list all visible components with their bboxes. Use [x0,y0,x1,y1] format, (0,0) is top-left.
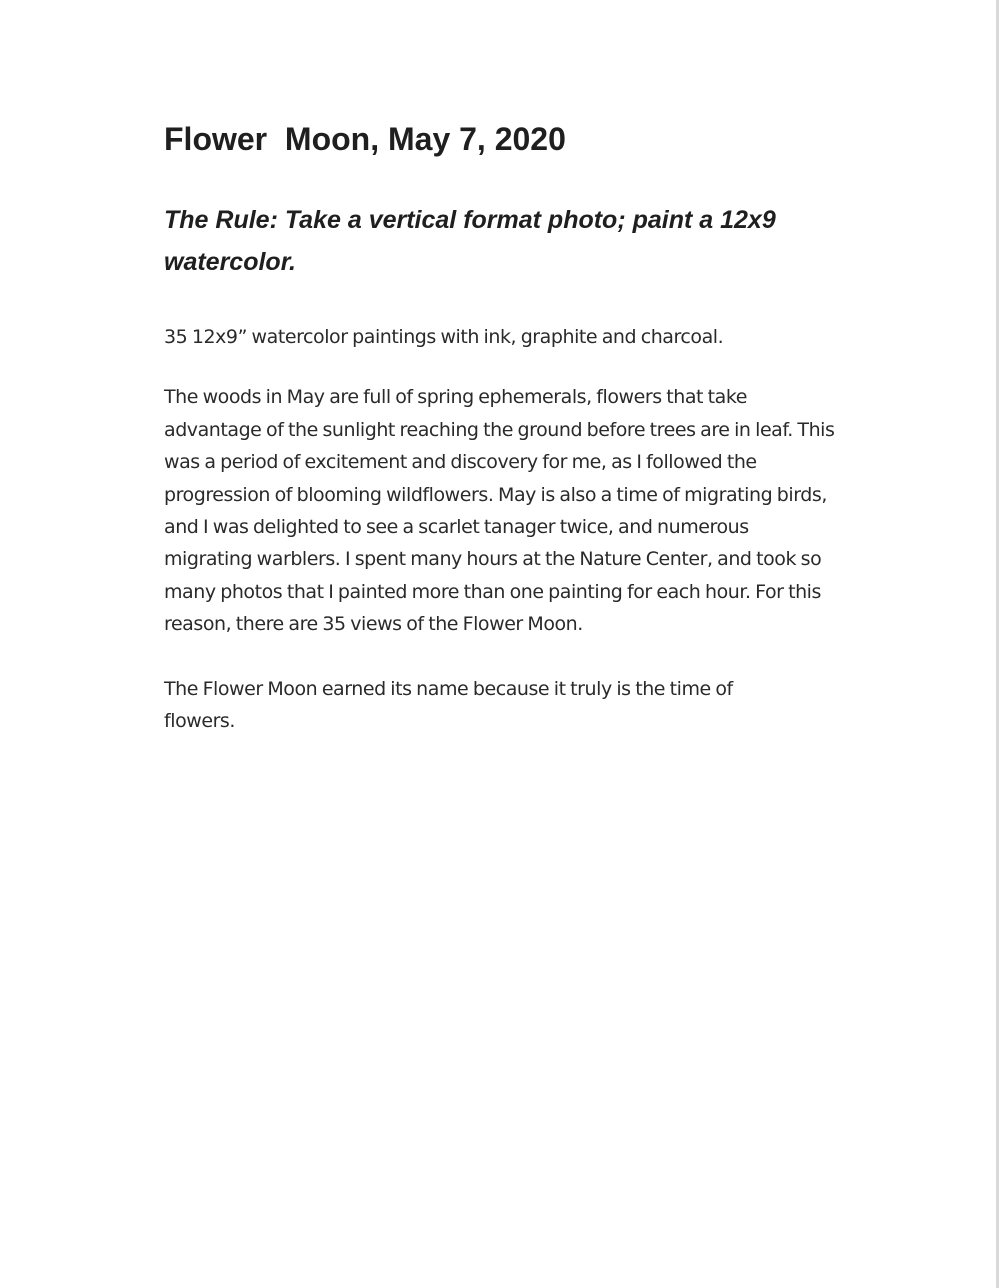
paragraph-medium: 35 12x9” watercolor paintings with ink, graphite and charcoal. [164,326,724,348]
paragraph-conclusion: The Flower Moon earned its name because it truly is the time of flowers. [164,677,733,733]
document-title: Flower Moon, May 7, 2020 [164,121,566,157]
document-body [164,117,844,737]
paragraph-description: The woods in May are full of spring ephemerals, flowers that take advantage of the sunlight reaching the ground before trees are in leaf. This was a period of excitement and discovery for me, as I followed the progression of blooming wildflowers. May is also a time of migrating birds, and I was delighted to see a scarlet tanager twice, and numerous migrating warblers. I spent many hours at the Nature Center, and took so many photos that I painted more than one painting for each hour. For this reason, there are 35 views of the Flower Moon. [164,386,835,636]
document-subtitle: The Rule: Take a vertical format photo; paint a 12x9 watercolor. [164,206,776,276]
